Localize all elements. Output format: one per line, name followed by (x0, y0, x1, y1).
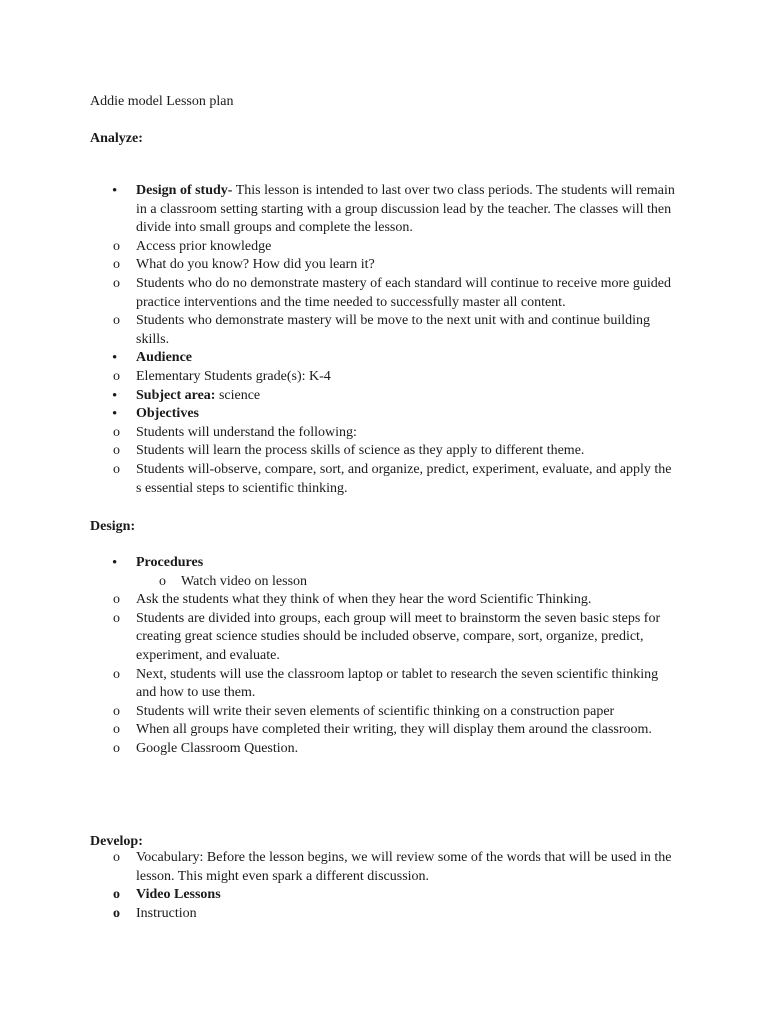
list-item (0, 703, 768, 722)
list-item-body: Watch video on lesson (181, 573, 308, 589)
sub-bullet-marker: o (113, 275, 120, 291)
list-item-body: Instruction (136, 905, 197, 921)
bullet-marker: • (112, 406, 118, 423)
sub-bullet-marker: o (159, 573, 166, 589)
list-item (0, 312, 768, 349)
list-item-text (136, 256, 676, 275)
list-item (0, 905, 768, 924)
sub-bullet-marker: o (113, 313, 120, 329)
list-item (0, 238, 768, 257)
list-item-body: Students will understand the following: (136, 424, 357, 440)
sub-bullet-marker: o (113, 592, 120, 608)
sub-bullet-marker: o (113, 905, 120, 921)
list-item-body: Students are divided into groups, each group will meet to brainstorm the seven basic steps for creating great science studies should be included observe, compare, sort, organize, predict, experiment, and evaluate. (136, 610, 661, 663)
list-item-text (136, 740, 676, 759)
list-item-text (136, 886, 676, 905)
list-item-bold-label: Design of study- (136, 183, 233, 198)
sub-bullet-marker: o (113, 368, 120, 384)
list-item-text (136, 387, 676, 406)
list-item-body: Students who demonstrate mastery will be move to the next unit with and continue building skills. (136, 313, 651, 347)
list-item (0, 610, 768, 666)
list-item-text (136, 368, 676, 387)
list-item (0, 442, 768, 461)
sub-bullet-marker: o (113, 703, 120, 719)
list-item-text (136, 461, 676, 498)
sub-bullet-marker: o (113, 461, 120, 477)
design-list (0, 554, 768, 759)
list-item-text (136, 703, 676, 722)
bullet-marker: • (112, 387, 118, 404)
list-item (0, 461, 768, 498)
list-item-bold-label: Subject area: (136, 387, 216, 403)
list-item (0, 554, 768, 573)
list-item-text (136, 554, 676, 573)
bullet-marker: • (112, 350, 118, 367)
list-item-text (136, 442, 676, 461)
list-item-text (181, 573, 676, 592)
list-item (0, 368, 768, 387)
list-item-text (136, 849, 676, 886)
list-item (0, 740, 768, 759)
sub-bullet-marker: o (113, 610, 120, 626)
list-item-bold-label: Audience (136, 350, 192, 366)
list-item-body: Students who do no demonstrate mastery of each standard will continue to receive more guided practice interventions and the time needed to successfully master all content. (136, 275, 671, 310)
list-item-text (136, 275, 676, 312)
list-item (0, 424, 768, 443)
list-item-text (136, 238, 676, 257)
design-heading: Design: (90, 519, 136, 534)
list-item-bold-label: Video Lessons (136, 887, 221, 903)
list-item-text (136, 905, 676, 924)
sub-bullet-marker: o (113, 722, 120, 738)
list-item (0, 573, 768, 592)
develop-heading: Develop: (90, 834, 143, 849)
document-title: Addie model Lesson plan (90, 94, 234, 109)
sub-bullet-marker: o (113, 424, 120, 440)
list-item-body: Elementary Students grade(s): K-4 (136, 368, 331, 384)
list-item-text (136, 405, 676, 424)
list-item (0, 182, 768, 238)
list-item-body: Students will learn the process skills of science as they apply to different theme. (136, 443, 585, 459)
list-item-body: What do you know? How did you learn it? (136, 257, 375, 273)
list-item (0, 591, 768, 610)
list-item-text (136, 666, 676, 703)
develop-list (0, 849, 768, 923)
list-item-body: When all groups have completed their writing, they will display them around the classroom. (136, 722, 652, 738)
sub-bullet-marker: o (113, 740, 120, 756)
sub-bullet-marker: o (113, 666, 120, 682)
list-item-text (136, 182, 676, 238)
list-item (0, 256, 768, 275)
list-item-body: science (215, 387, 261, 403)
list-item-text (136, 610, 676, 666)
list-item (0, 666, 768, 703)
list-item (0, 721, 768, 740)
bullet-marker: • (112, 183, 118, 199)
list-item-body: Ask the students what they think of when they hear the word Scientific Thinking. (136, 592, 592, 608)
list-item-text (136, 349, 676, 368)
list-item (0, 886, 768, 905)
list-item-text (136, 591, 676, 610)
list-item (0, 405, 768, 424)
sub-bullet-marker: o (113, 887, 120, 903)
sub-bullet-marker: o (113, 443, 120, 459)
list-item (0, 387, 768, 406)
list-item-body: Students will write their seven elements of scientific thinking on a construction paper (136, 703, 615, 719)
list-item-text (136, 721, 676, 740)
list-item (0, 349, 768, 368)
bullet-marker: • (112, 555, 118, 571)
list-item-bold-label: Procedures (136, 555, 204, 570)
list-item-body: This lesson is intended to last over two class periods. The students will remain in a classroom setting starting with a group discussion lead by the teacher. The classes will then divide into small groups and complete the lesson. (136, 183, 675, 236)
list-item (0, 849, 768, 886)
analyze-heading: Analyze: (90, 131, 143, 146)
list-item-body: Next, students will use the classroom laptop or tablet to research the seven scientific thinking and how to use them. (136, 666, 659, 701)
list-item (0, 275, 768, 312)
sub-bullet-marker: o (113, 257, 120, 273)
list-item-bold-label: Objectives (136, 406, 199, 422)
list-item-text (136, 424, 676, 443)
sub-bullet-marker: o (113, 238, 120, 254)
analyze-list (0, 182, 768, 498)
list-item-body: Vocabulary: Before the lesson begins, we will review some of the words that will be used in the lesson. This might even spark a different discussion. (136, 850, 672, 884)
list-item-body: Google Classroom Question. (136, 740, 299, 756)
list-item-body: Access prior knowledge (136, 238, 272, 254)
sub-bullet-marker: o (113, 850, 120, 865)
list-item-body: Students will-observe, compare, sort, and organize, predict, experiment, evaluate, and apply the s essential steps to scientific thinking. (136, 461, 672, 496)
list-item-text (136, 312, 676, 349)
